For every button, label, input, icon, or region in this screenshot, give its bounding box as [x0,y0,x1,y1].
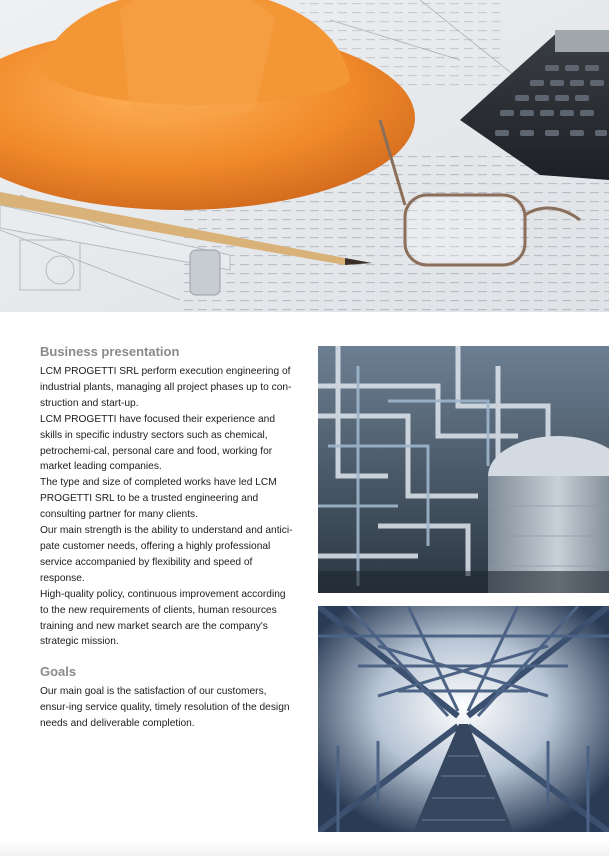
industrial-plant-photo [318,346,609,593]
hero-photo [0,0,609,312]
text-column [40,344,296,732]
business-presentation-heading: Business presentation [40,344,180,359]
presentation-paragraph-4: Our main strength is the ability to understand and antici-pate customer needs, offering a highly professional service accompanied by flexibility and speed of response. [40,525,293,584]
goals-heading: Goals [40,664,77,680]
presentation-paragraph-2: LCM PROGETTI have focused their experience and skills in specific industry sectors such as chemical, petrochemi-cal, personal care and food, working for market leading companies. [40,413,275,473]
presentation-paragraph-1: LCM PROGETTI SRL perform execution engineering of industrial plants, managing all project phases up to con-struction and start-up. [40,366,292,409]
presentation-paragraph-5: High-quality policy, continuous improvement according to the new requirements of clients, human resources training and new market search are the company's strategic mission. [40,588,286,648]
presentation-paragraph-3: The type and size of completed works have led LCM PROGETTI SRL to be a trusted engineering and consulting partner for many clients. [40,477,277,521]
steel-bridge-photo [318,606,609,832]
page-bottom-shadow [0,840,609,856]
goals-paragraph: Our main goal is the satisfaction of our customers, ensur-ing service quality, timely resolution of the design needs and deliverable completion. [40,686,290,730]
